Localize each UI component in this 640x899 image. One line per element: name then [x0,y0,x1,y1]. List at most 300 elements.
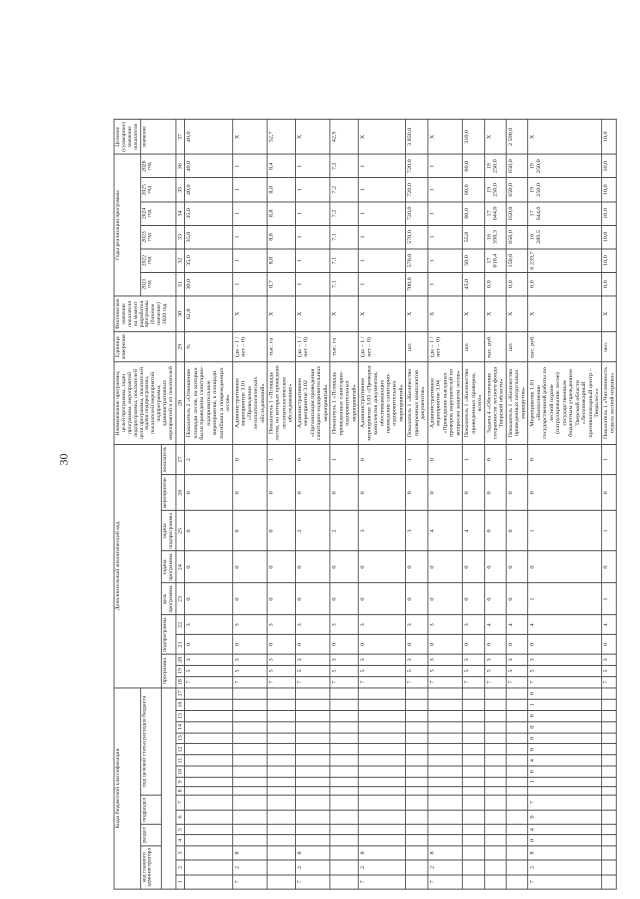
row-unit: тыс. га [330,332,358,362]
table-row [528,119,601,889]
page-number: 30 [56,453,71,466]
row-year-value: 17 644,0 [484,202,506,226]
header-subsection-article: под целевой статьи расходов бюджета [140,688,161,795]
row-year-value: 700,0 [406,272,428,296]
code-cell: 0 [506,583,528,615]
code-cell: 4 [528,755,601,766]
code-cell [232,755,267,766]
code-cell: 5 [528,665,601,676]
code-cell [295,795,330,809]
table-body [185,119,617,889]
code-cell: 0 [295,444,330,475]
column-number: 20 [176,654,185,665]
row-year-value: 8,4 [267,154,295,178]
code-cell [330,766,358,777]
code-cell [601,824,616,835]
code-cell: 0 [330,475,358,511]
row-base-value: X [232,296,267,332]
code-cell [185,795,233,809]
code-cell: 3 [330,654,358,665]
row-unit: чел. [601,332,616,362]
row-description: Показатель 1 «Количество проведенных патрульных маршрутов» [506,362,528,444]
code-cell: 7 [462,677,484,688]
code-cell [232,766,267,777]
code-cell [185,755,233,766]
row-year-value: 8,8 [267,249,295,273]
header-year-3: 2023 год [140,225,176,249]
code-cell [406,688,428,699]
code-cell: 0 [601,551,616,583]
column-number: 9 [176,777,185,786]
table-row [506,119,528,889]
code-cell [462,733,484,744]
code-cell: 0 [528,475,601,511]
column-number: 37 [176,119,185,154]
code-cell: 0 [462,475,484,511]
row-description: Административное мероприятие 3.04 «Проведение выездных проверок нарушителей по вопросам защиты лесов» [428,362,463,444]
code-cell [358,721,406,732]
code-cell: 7 [185,677,233,688]
code-cell [267,733,295,744]
row-year-value: 35,0 [185,249,233,273]
code-cell [428,721,463,732]
code-cell: 0 [528,733,601,744]
code-cell [462,721,484,732]
code-cell [295,744,330,755]
column-number: 16 [176,699,185,710]
code-cell [506,835,528,846]
code-cell [185,786,233,795]
code-cell [295,755,330,766]
row-description: Показатель 1 «Количество проверенных комплектов документов» [406,362,428,444]
code-cell: 0 [506,475,528,511]
code-cell: 5 [267,665,295,676]
code-cell: 0 [358,444,406,475]
row-year-value: 19 250,0 [484,178,506,202]
code-cell [267,688,295,699]
code-cell [428,824,463,835]
code-cell [484,710,506,721]
column-number: 4 [176,835,185,846]
code-cell [232,777,267,786]
code-cell [358,795,406,809]
code-cell [462,744,484,755]
code-cell: 0 [506,511,528,551]
header-value: значение [140,119,176,154]
code-cell [462,699,484,710]
code-cell [484,744,506,755]
row-unit: % [185,332,233,362]
row-year-value: 30,0 [185,272,233,296]
code-cell: 0 [295,551,330,583]
code-cell [330,688,358,699]
code-cell: 0 [528,688,601,699]
code-cell: 0 [185,511,233,551]
header-measure: мероприятие [161,475,175,511]
code-cell: 5 [484,665,506,676]
row-year-value: 1 [232,178,267,202]
code-cell: 7 [232,677,267,688]
code-cell [358,733,406,744]
row-year-value: 650,0 [506,202,528,226]
code-cell: 0 [484,475,506,511]
row-target-value: 3 850,0 [406,119,428,154]
row-year-value: 570,0 [406,249,428,273]
row-base-value: 62,8 [185,296,233,332]
code-cell [267,824,295,835]
code-cell: 8 [232,846,267,860]
code-cell: 0 [267,635,295,655]
column-number: 29 [176,332,185,362]
code-cell [185,875,233,889]
code-cell [330,721,358,732]
row-target-value: 310,0 [462,119,484,154]
column-number: 18 [176,677,185,688]
row-description: Показатель 1 «Численность отдела лесной охраны» [601,362,616,444]
row-unit: (да – 1 / нет – 0) [428,332,463,362]
row-year-value: 10,0 [601,202,616,226]
code-cell: 3 [267,615,295,635]
code-cell: 1 [330,444,358,475]
code-cell [232,710,267,721]
code-cell: 5 [462,665,484,676]
code-cell: 5 [295,665,330,676]
code-cell [506,795,528,809]
column-number: 21 [176,635,185,655]
code-cell [601,795,616,809]
code-cell [484,733,506,744]
code-cell [267,755,295,766]
row-year-value: 10,0 [601,154,616,178]
code-cell [232,824,267,835]
code-cell: 0 [232,511,267,551]
code-cell: 0 [185,551,233,583]
code-cell: 3 [484,654,506,665]
code-cell [462,810,484,824]
row-year-value: 1 [232,272,267,296]
code-cell [330,810,358,824]
row-unit: (да – 1 / нет – 0) [295,332,330,362]
code-cell [406,786,428,795]
code-cell: 0 [232,583,267,615]
code-cell [267,766,295,777]
code-cell [462,777,484,786]
code-cell [232,835,267,846]
header-indicator: показатель [161,444,175,475]
code-cell [601,846,616,860]
code-cell: 0 [601,635,616,655]
code-cell: 4 [601,615,616,635]
table-row [295,119,330,889]
code-cell [462,835,484,846]
row-year-value: 40,0 [185,178,233,202]
header-budget-codes: Коды бюджетной классификации [114,688,140,889]
code-cell [428,755,463,766]
row-target-value: 40,0 [185,119,233,154]
row-year-value: 50,0 [462,249,484,273]
code-cell [601,755,616,766]
code-cell: 2 [528,860,601,874]
code-cell: 0 [267,551,295,583]
code-cell [406,710,428,721]
row-year-value: 60,0 [462,154,484,178]
code-cell [601,810,616,824]
row-year-value: 1 [295,178,330,202]
row-description: Показатель 2 «Отношение площади лесов, на которых были проведены санитарно-оздоровительные мероприятия, к площади погибших и поврежденных лесов» [185,362,233,444]
code-cell: 0 [267,511,295,551]
code-cell [267,810,295,824]
code-cell [506,710,528,721]
code-cell: 7 [428,875,463,889]
code-cell [267,835,295,846]
code-cell [267,777,295,786]
column-number: 8 [176,786,185,795]
code-cell: 3 [185,615,233,635]
row-base-value: X [506,296,528,332]
code-cell: 3 [295,615,330,635]
code-cell [462,786,484,795]
code-cell: 3 [232,615,267,635]
row-year-value: 1 [295,272,330,296]
row-year-value: 720,0 [406,178,428,202]
code-cell: 3 [267,654,295,665]
code-cell [484,875,506,889]
code-cell: 5 [406,665,428,676]
code-cell [506,860,528,874]
program-table [114,119,617,890]
row-year-value: 1 [358,178,406,202]
code-cell: 3 [406,511,428,551]
row-year-value: 1 [358,154,406,178]
code-cell: 3 [506,654,528,665]
row-year-value: 10,0 [601,178,616,202]
code-cell: 0 [484,583,506,615]
code-cell [185,744,233,755]
code-cell [330,795,358,809]
row-year-value: 35,0 [185,225,233,249]
code-cell [506,733,528,744]
code-cell [601,699,616,710]
table-row [267,119,295,889]
code-cell [406,860,428,874]
code-cell: 3 [358,511,406,551]
code-cell: 0 [406,635,428,655]
code-cell: 8 [528,846,601,860]
header-base: Фактическое значение показателя на момент разработки программы (базовое значение) 2020 год [114,296,176,332]
row-year-value: 19 250,0 [484,154,506,178]
column-number: 35 [176,178,185,202]
code-cell [506,755,528,766]
code-cell: 0 [484,551,506,583]
code-cell: 0 [462,635,484,655]
code-cell [601,710,616,721]
code-cell [428,795,463,809]
row-year-value: 40,0 [185,154,233,178]
code-cell [428,786,463,795]
code-cell: 0 [528,744,601,755]
row-year-value: 7,2 [330,178,358,202]
code-cell: 0 [267,583,295,615]
row-target-value: 52,7 [267,119,295,154]
code-cell [295,777,330,786]
code-cell: 1 [506,444,528,475]
code-cell [601,766,616,777]
code-cell [358,824,406,835]
code-cell [406,875,428,889]
code-cell: 3 [406,615,428,635]
code-cell [185,733,233,744]
row-year-value: 60,0 [462,202,484,226]
code-cell: 0 [185,583,233,615]
code-cell [358,755,406,766]
row-year-value: 1 [358,202,406,226]
code-cell [462,860,484,874]
header-target: Целевое (суммарное) значение показателя [114,119,140,154]
code-cell [267,795,295,809]
code-cell [506,766,528,777]
code-cell [358,835,406,846]
code-cell: 0 [185,475,233,511]
header-name: Наименование программы, целей программы, задач программы, мероприятий подпрограммы, показателей цели программы, показателей задачи подпрограммы, показателей мероприятий подпрограммы, административных мероприятий и их показателей [114,362,176,444]
row-year-value: 16 598,3 [484,225,506,249]
code-cell [428,766,463,777]
code-cell [358,766,406,777]
header-subprogram: подпрограмма [161,615,175,654]
code-cell: 0 [428,475,463,511]
code-cell: 7 [267,677,295,688]
code-cell: 0 [406,551,428,583]
row-description: Показатель 1 «Количество проведенных проверок, всего» [462,362,484,444]
code-cell: 0 [406,475,428,511]
code-cell [484,846,506,860]
column-number: 2 [176,860,185,874]
code-cell: 0 [428,583,463,615]
header-year-5: 2025 год [140,178,176,202]
header-subsection: подраздел [140,795,161,824]
code-cell [428,710,463,721]
code-cell [506,688,528,699]
row-year-value: 0,0 [601,272,616,296]
code-cell: 3 [601,654,616,665]
row-year-value: 60,0 [462,178,484,202]
code-cell: 0 [506,551,528,583]
row-base-value: X [428,296,463,332]
code-cell [462,846,484,860]
code-cell: 1 [528,777,601,786]
code-cell [330,786,358,795]
code-cell: 4 [528,615,601,635]
row-year-value: 10,0 [601,225,616,249]
row-year-value: 17 010,4 [484,249,506,273]
code-cell: 4 [484,615,506,635]
row-year-value: 1 [428,202,463,226]
row-year-value: 1 [232,225,267,249]
table-row [232,119,267,889]
header-target-col: цель программы [161,583,175,615]
code-cell [330,777,358,786]
code-cell: 5 [358,665,406,676]
code-cell [330,744,358,755]
table-row [330,119,358,889]
code-cell: 0 [601,475,616,511]
row-year-value: 1 [428,178,463,202]
code-cell [406,744,428,755]
code-cell [462,795,484,809]
code-cell [295,699,330,710]
header-sub-task: задача подпрограммы [161,511,175,551]
row-year-value: 8,8 [267,178,295,202]
code-cell [506,699,528,710]
column-number: 5 [176,824,185,835]
row-unit: шт. [506,332,528,362]
code-cell [232,721,267,732]
code-cell: 1 [406,444,428,475]
code-cell [462,766,484,777]
code-cell: 0 [462,551,484,583]
code-cell: 0 [484,444,506,475]
code-cell [462,824,484,835]
code-cell: 7 [601,677,616,688]
row-year-value: 1 [232,249,267,273]
column-number: 31 [176,272,185,296]
code-cell [295,786,330,795]
code-cell: 7 [295,677,330,688]
row-target-value: X [295,119,330,154]
code-cell [406,733,428,744]
row-year-value: 16 289,5 [528,225,601,249]
row-base-value: X [267,296,295,332]
code-cell [295,835,330,846]
column-number: 13 [176,733,185,744]
row-year-value: 8,7 [267,272,295,296]
code-cell: 7 [358,677,406,688]
row-target-value: 2 590,0 [506,119,528,154]
code-cell: 3 [185,654,233,665]
row-target-value: X [484,119,506,154]
code-cell [185,710,233,721]
row-description: Административное мероприятие 3.01 «Проведение лесопатологических обследований» [232,362,267,444]
code-cell [295,688,330,699]
code-cell [506,875,528,889]
column-number: 11 [176,755,185,766]
row-year-value: 1 [295,249,330,273]
code-cell: 0 [295,635,330,655]
code-cell: 0 [528,810,601,824]
row-year-value: 1 [295,225,330,249]
code-cell [601,835,616,846]
row-base-value: X [601,296,616,332]
column-number: 24 [176,551,185,583]
column-number: 34 [176,202,185,226]
code-cell: 0 [185,635,233,655]
code-cell [330,835,358,846]
code-cell: 5 [330,665,358,676]
code-cell [358,710,406,721]
column-number: 6 [176,810,185,824]
code-cell: 0 [528,766,601,777]
header-year-1: 2021 год [140,272,176,296]
code-cell: 7 [295,875,330,889]
code-cell: 8 [428,846,463,860]
header-admin: код главного администратора [140,846,161,889]
code-cell [232,810,267,824]
code-cell [185,835,233,846]
code-cell: 3 [528,654,601,665]
row-year-value: 17 644,0 [528,202,601,226]
code-cell [330,860,358,874]
code-cell [601,733,616,744]
code-cell: 0 [428,551,463,583]
